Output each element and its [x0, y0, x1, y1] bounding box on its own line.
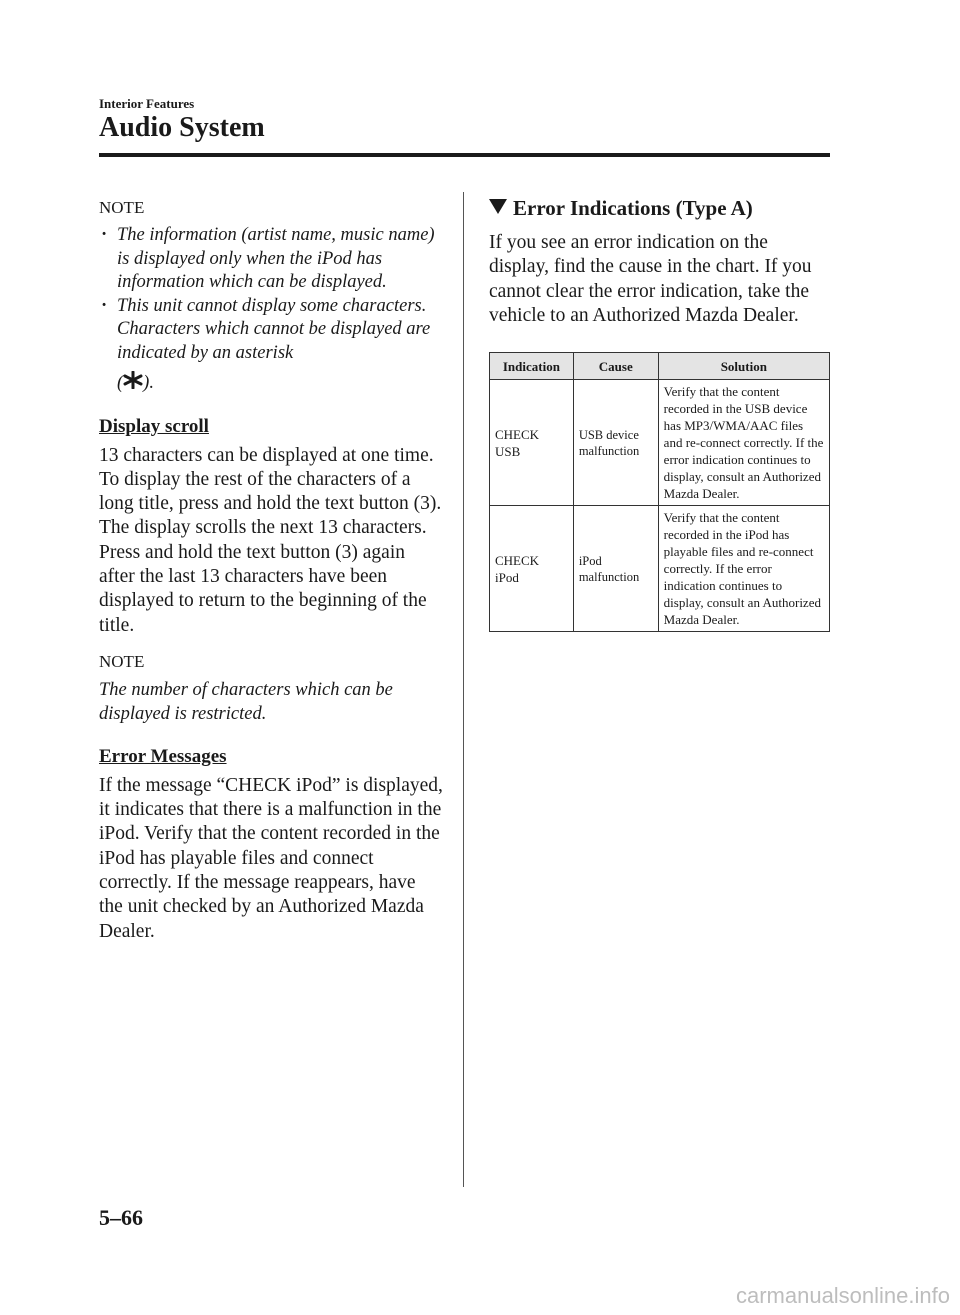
triangle-down-icon — [489, 199, 507, 214]
display-scroll-heading: Display scroll — [99, 415, 209, 437]
header-rule — [99, 153, 830, 157]
note-item-text: This unit cannot display some characters. Characters which cannot be displayed are indicated by an asterisk — [117, 295, 431, 363]
error-messages-text: If the message “CHECK iPod” is displayed, it indicates that there is a malfunction in the iPod. Verify that the content recorded in the iPod has playable files and connect correctly. If the message reappears, have the unit checked by an Authorized Mazda Dealer. — [99, 774, 443, 942]
section-label: Interior Features — [99, 96, 195, 111]
header-indication: Indication — [490, 353, 574, 380]
page-number: 5–66 — [99, 1205, 143, 1230]
watermark: carmanualsonline.info — [735, 1283, 950, 1308]
note-label: NOTE — [99, 198, 145, 217]
error-indications-title: Error Indications (Type A) — [513, 196, 753, 220]
table-row — [490, 506, 830, 632]
note-text: The number of characters which can be displayed is restricted. — [99, 679, 393, 724]
left-column — [99, 198, 444, 944]
asterisk-line — [117, 371, 444, 396]
display-scroll-text: 13 characters can be displayed at one time. To display the rest of the characters of a long title, press and hold the text button (3). The display scrolls the next 13 characters. Press and hold the text button (3) again after the last 13 characters have been displayed to return to the beginning of the title. — [99, 444, 442, 636]
indication-cell: CHECK USB — [490, 380, 574, 506]
error-indications-heading — [489, 196, 831, 221]
note-list — [99, 224, 444, 396]
note-item: · The information (artist name, music name) is displayed only when the iPod has information which can be displayed. — [99, 224, 444, 295]
note-item — [99, 295, 444, 396]
note-label: NOTE — [99, 651, 145, 671]
error-table — [489, 352, 830, 632]
solution-cell: Verify that the content recorded in the USB device has MP3/WMA/AAC files and re-connect correctly. If the error indication continues to display, consult an Authorized Mazda Dealer. — [658, 380, 829, 506]
right-column — [489, 196, 831, 632]
error-indications-intro: If you see an error indication on the display, find the cause in the chart. If you cannot clear the error indication, take the vehicle to an Authorized Mazda Dealer. — [489, 232, 812, 326]
indication-cell: CHECK iPod — [490, 506, 574, 632]
header-solution: Solution — [658, 353, 829, 380]
asterisk-open: ( — [117, 373, 124, 393]
error-messages-heading: Error Messages — [99, 745, 227, 767]
cause-cell: USB device malfunction — [573, 380, 658, 506]
solution-cell: Verify that the content recorded in the iPod has playable files and re-connect correctly. If the error indication continues to display, consult an Authorized Mazda Dealer. — [658, 506, 829, 632]
header-cause: Cause — [573, 353, 658, 380]
column-divider — [463, 192, 464, 1187]
table-header-row — [490, 353, 830, 380]
cause-cell: iPod malfunction — [573, 506, 658, 632]
chapter-title: Audio System — [99, 112, 265, 143]
asterisk-icon — [123, 371, 143, 389]
asterisk-close: ). — [143, 373, 154, 393]
table-row — [490, 380, 830, 506]
